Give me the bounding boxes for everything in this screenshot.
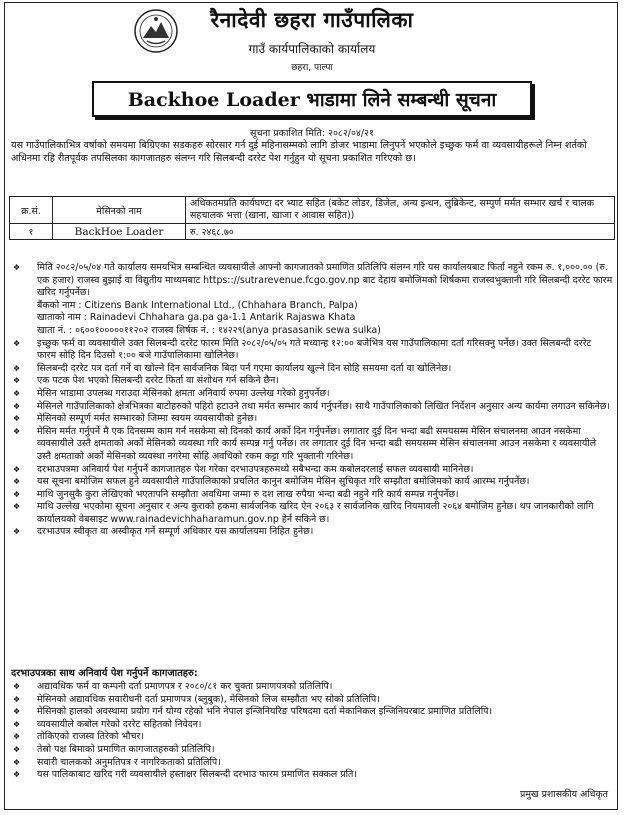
conditions-list [9, 262, 613, 539]
condition-text: यस सूचना बमोजिम सफल हुने व्यवसायीले गाउँपालिकाको प्रचलित कानुन बमोजिम मेसिन सुचिकृत गरि सम्झौता बमोजिमको कार्य आरम्भ गर्नुपर्नेछ। [37, 476, 530, 488]
municipality-name: रैनादेवी छहरा गाउँपालिका [210, 8, 414, 32]
document-text: सवारी चालकको अनुमतिपत्र र नागरिकताको प्रतिलिपि। [37, 756, 221, 768]
document-item [9, 744, 613, 757]
signatory-title: प्रमुख प्रशासकीय अधिकृत [519, 789, 608, 800]
bullet-icon: ❖ [13, 682, 21, 691]
bullet-icon: ❖ [13, 388, 21, 398]
bullet-icon: ❖ [13, 489, 21, 499]
condition-item [9, 388, 613, 401]
document-text: तोकिएको राजस्व तिरेको भौचर। [37, 731, 144, 743]
document-item [9, 706, 613, 719]
condition-text: मेसिनले गाउँपालिकाको क्षेत्रभित्रका बाटोहरुको पहिरो हटाउने तथा मर्मत सम्भार कार्य गर्नुपर्नेछ। साथै गाउँपालिकाको लिखित निर्देशन अनुसार अन्य कार्यमा लगाउन सकिनेछ। [37, 400, 610, 412]
office-name: गाउँ कार्यपालिकाको कार्यालय [248, 42, 376, 56]
bullet-icon: ❖ [13, 263, 21, 272]
bullet-icon: ❖ [13, 401, 21, 411]
office-location: छहरा, पाल्पा [291, 63, 333, 73]
column-header-sn: क्र.सं. [10, 197, 53, 224]
bullet-icon: ❖ [13, 694, 21, 704]
documents-list [9, 681, 613, 782]
condition-text: मेसिन भाडामा उपलब्ध गराउदा मेसिनको क्षमता अनिवार्य रुपमा उल्लेख गरेको हुनुपर्नेछ। [37, 387, 330, 399]
condition-item [9, 464, 613, 477]
document-item [9, 694, 613, 707]
bullet-icon: ❖ [13, 719, 21, 729]
notice-title-banner [92, 81, 532, 117]
condition-item [9, 375, 613, 388]
condition-text: माथि उल्लेख भएकोमा सूचना अनुसार र अन्य कुराको हकमा सार्वजनिक खरिद ऐन २०६३ र सार्वजनिक खरिद नियमावली २०६४ बमोजिम हुनेछ। थप जानकारीको लागि कार्यालयको वेबसाइट www.rainadevichhaharamun.gov.np हेर्न सकिने छ। [37, 501, 594, 525]
condition-item [9, 401, 613, 414]
condition-text: माथि जुनसुकै कुरा लेखिएको भएतापनि सम्झौता अवधिमा जम्मा रु दश लाख रुपैया भन्दा बढी नहुने गरि कार्य सम्पन्न गर्नुपर्नेछ। [37, 488, 459, 500]
account-name: खाताको नाम : Rainadevi Chhahara ga.pa ga-1.1 Antarik Rajaswa Khata [37, 312, 356, 324]
intro-paragraph: यस गाउँपालिकाभित्र वर्षाको समयमा बिग्रिएका सडकहरु सोरसार गर्न दुई महिनासम्मको लागि डोजर भाडामा लिनुपर्ने भएकोले इच्छुक फर्म वा व्यवसायीहरूले निम्न शर्तको अधिनमा रहि रीतपूर्वक तपसिलका कागजातहरु संलग्न गरि सिलबन्दी दररेट पेश गर्नुहुन यो सूचना प्रकाशित गरिएको छ। [11, 140, 587, 165]
cell-rate: रु. २४६८.७० [186, 224, 615, 240]
column-header-machine: मेसिनको नाम [53, 197, 186, 224]
bullet-icon: ❖ [13, 376, 21, 386]
bullet-icon: ❖ [13, 527, 21, 537]
bullet-icon: ❖ [13, 757, 21, 767]
document-text: मेसिनको हालको अवस्थामा प्रयोग गर्न योग्य रहेको भनि नेपाल इन्जिनियरिङ परिषदमा दर्ता मेकानिकल इन्जिनियरबाट प्रमाणित प्रतिलिपि। [37, 706, 493, 718]
cell-sn: १ [10, 224, 53, 240]
condition-item [9, 526, 613, 539]
condition-item [9, 363, 613, 376]
condition-text: मिति २०८२/०५/०४ गते कार्यालय समयभित्र सम्बन्धित व्यवसायीले आफ्नो कागजातको प्रमाणित प्रतिलिपि संलग्न गरि यस कार्यालयबाट फिर्ता नहुने रकम रु. १,०००.०० (रु. एक हजार) राजस्व बुझाई वा विद्युतीय माध्यमबाट https:://sutrarevenue.fcgo.gov.np बाट देहाय बमोजिमको शिर्षकमा राजस्वभुक्तानी गरि सिलबन्दी दररेट फारम खरिद गर्नुपर्नेछ। [37, 262, 613, 299]
condition-item [9, 413, 613, 426]
table-row [10, 224, 615, 240]
rate-table [9, 196, 615, 240]
condition-item [9, 489, 613, 502]
bullet-icon: ❖ [13, 477, 21, 487]
document-text: मेसिनको अद्यावधिक सवारीधनी दर्ता प्रमाणपत्र (ब्लुबुक), मेसिनको लिज सम्झौता भए सोको प्रतिलिपि। [37, 693, 380, 705]
document-text: व्यवसायीले कबोल गरेको दररेट सहितको निवेदन। [37, 718, 202, 730]
bullet-icon: ❖ [13, 414, 21, 424]
bullet-icon: ❖ [13, 363, 21, 373]
bullet-icon: ❖ [13, 464, 21, 474]
bullet-icon: ❖ [13, 732, 21, 742]
bullet-icon: ❖ [13, 707, 21, 717]
account-number: खाता नं. : ०६००१०००००११२०२ राजस्व शिर्षक नं. : १४२२९(anya prasasanik sewa sulka) [37, 324, 381, 336]
condition-item [9, 338, 613, 363]
document-item [9, 681, 613, 694]
bullet-icon: ❖ [13, 426, 21, 436]
document-text: अद्यावधिक फर्म वा कम्पनी दर्ता प्रमाणपत्र र २०८०/८१ कर चुक्ता प्रमाणपत्रको प्रतिलिपि। [37, 681, 333, 692]
document-text: यस पालिकाबाट खरिद गरी व्यवसायीले हस्ताक्षर सिलबन्दी दरभाउ फारम प्रमाणित सक्कल प्रति। [37, 769, 357, 781]
condition-text: दरभाउपत्रमा अनिवार्य पेश गर्नुपर्ने कागजातहरु पेश गरेका दरभाउपत्रहरुमध्ये सबैभन्दा कम कबोलदरलाई सफल व्यवसायी मानिनेछ। [37, 463, 474, 475]
bullet-icon: ❖ [13, 502, 21, 512]
document-item [9, 719, 613, 732]
condition-text: इच्छुक फर्म वा व्यवसायीले उक्त सिलबन्दी दररेट फारम मिति २०८२/०५/०५ गते मध्यान्ह १२:०० बजेभित्र यस गाउँपालिकामा दर्ता गरिसक्नु पर्नेछ। उक्त सिलबन्दी दररेट फारम सोहि दिन दिउसो १:०० बजे गाउँपालिकामा खोलिनेछ। [37, 337, 592, 362]
condition-text: एक पटक पेश भएको सिलबन्दी दररेट फिर्ता वा संशोधन गर्न सकिने छैन। [37, 375, 279, 387]
document-item [9, 731, 613, 744]
condition-text: दरभाउपत्र स्वीकृत वा अस्वीकृत गर्ने सम्पूर्ण अधिकार यस कार्यालयमा निहित हुनेछ। [37, 526, 314, 538]
condition-item [9, 426, 613, 464]
publish-date: सूचना प्रकाशित मिति: २०८२/०४/२१ [250, 128, 374, 139]
documents-heading: दरभाउपत्रका साथ अनिवार्य पेश गर्नुपर्ने कागजातहरु: [11, 668, 198, 679]
bullet-icon: ❖ [13, 338, 21, 348]
column-header-rate: अधिकतमप्रति कार्यघण्टा दर भ्याट सहित (बकेट लोडर, डिजेल, अन्य इन्धन, लुब्रिकेन्ट, सम्पुर्ण मर्मत सम्भार खर्च र चालक सहचालक भत्ता (खाना, खाजा र आवास सहित)) [186, 197, 615, 224]
condition-item [9, 262, 613, 338]
cell-machine: BackHoe Loader [53, 224, 186, 240]
condition-text: मेसिन मर्मत गर्नुपर्ने मै एक दिनसम्म काम गर्न नसकेमा सो दिनको कार्य अर्को दिन गर्नुपर्नेछ। लगातार दुई दिन भन्दा बढी समयसम्म मेसिन संचालनमा आउन नसकेमा व्यवसायीले उस्तै क्षमताको अर्को मेसिनको व्यवस्था गरि कार्य सम्पन्न गर्नु पर्नेछ। तर लगातार दुई दिन भन्दा बढी समयसम्म मेसिन संचालनमा आउन नसकेमा र व्यवसायीले उस्तै क्षमताको अर्को मेसिनको व्यवस्था नगरेमा सोहि अवधिको रकम कट्टा गरि भुक्तानी गरिनेछ। [37, 425, 597, 462]
document-item [9, 757, 613, 770]
bank-name: बैंकको नाम : Citizens Bank International Ltd., (Chhahara Branch, Palpa) [37, 299, 358, 311]
condition-text: मेसिनको सम्पूर्ण मर्मत सम्भारको जिम्मा स्वयम व्यवसायीको हुनेछ। [37, 413, 258, 425]
document-text: तेस्रो पक्ष बिमाको प्रमाणित कागजातहरुको प्रतिलिपि। [37, 743, 215, 755]
table-header-row [10, 197, 615, 224]
bullet-icon: ❖ [13, 770, 21, 780]
document-item [9, 769, 613, 782]
bullet-icon: ❖ [13, 744, 21, 754]
condition-item [9, 476, 613, 489]
notice-title: Backhoe Loader भाडामा लिने सम्बन्धी सूचना [127, 89, 497, 111]
condition-item [9, 501, 613, 526]
condition-text: सिलबन्दी दररेट पत्र दर्ता गर्ने वा खोल्ने दिन सार्वजनिक बिदा पर्न गएमा कार्यालय खुल्ने दिन सोहि समयमा दर्ता वा खोलिनेछ। [37, 362, 452, 374]
